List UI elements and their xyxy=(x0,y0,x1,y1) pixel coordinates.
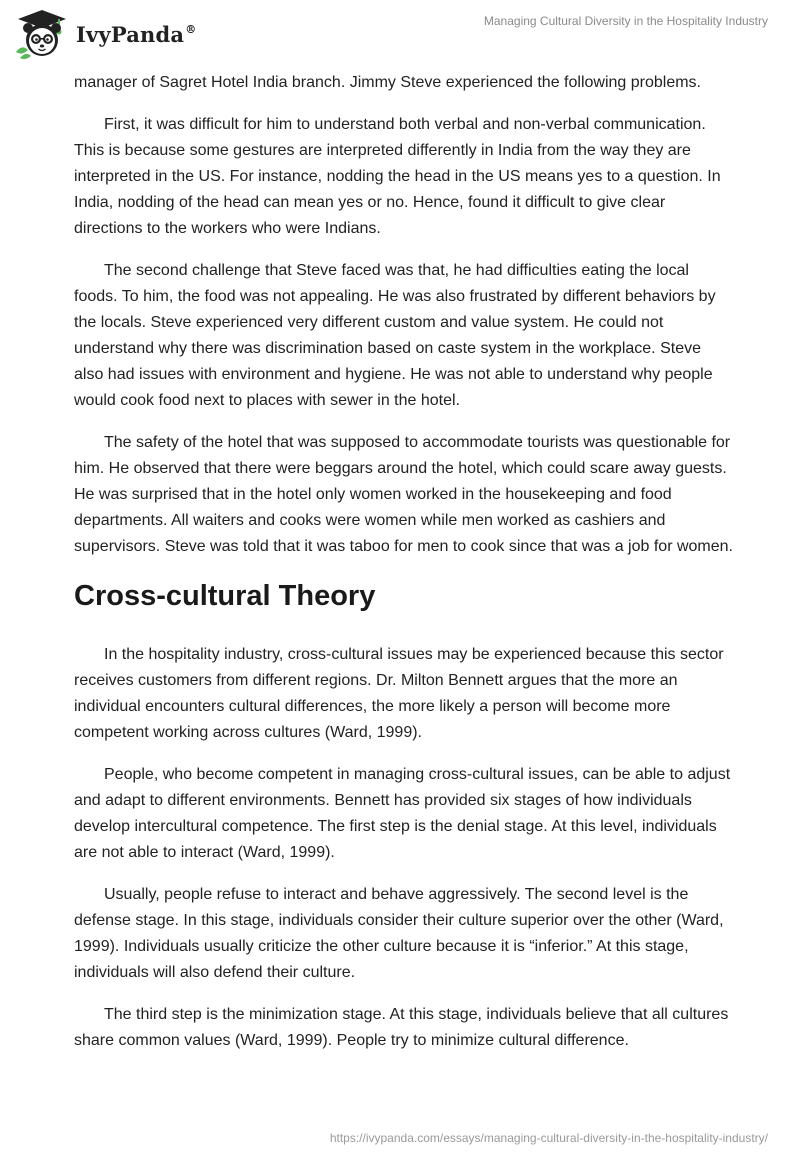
paragraph: In the hospitality industry, cross-cultural issues may be experienced because this sector receives customers from different regions. Dr. Milton Bennett argues that the more an individual encounters cultural differences, the more likely a person will become more competent working across cultures (Ward, 1999). xyxy=(74,646,724,741)
paragraph: The second challenge that Steve faced was that, he had difficulties eating the local foods. To him, the food was not appealing. He was also frustrated by different behaviors by the locals. Steve experienced very different custom and value system. He could not understand why there was discrimination based on caste system in the workplace. Steve also had issues with environment and hygiene. He was not able to understand why people would cook food next to places with sewer in the hotel. xyxy=(74,262,716,409)
paragraph: Usually, people refuse to interact and behave aggressively. The second level is the defense stage. In this stage, individuals consider their culture superior over the other (Ward, 1999). Individuals usually criticize the other culture because it is “inferior.” At this stage, individuals will also defend their culture. xyxy=(74,886,724,981)
ivypanda-logo[interactable] xyxy=(14,8,196,60)
paragraph: First, it was difficult for him to understand both verbal and non-verbal communication. This is because some gestures are interpreted differently in India from the way they are interpreted in the US. For instance, nodding the head in the US means yes to a question. In India, nodding of the head can mean yes or no. Hence, found it difficult to give clear directions to the workers who were Indians. xyxy=(74,116,721,237)
page-header xyxy=(0,0,800,70)
paragraph: The safety of the hotel that was supposed to accommodate tourists was questionable for him. He observed that there were beggars around the hotel, which could scare away guests. He was surprised that in the hotel only women worked in the housekeeping and food departments. All waiters and cooks were women while men worked as cashiers and supervisors. Steve was told that it was taboo for men to cook since that was a job for women. xyxy=(74,434,733,555)
document-title: Managing Cultural Diversity in the Hospitality Industry xyxy=(483,14,768,28)
paragraph: The third step is the minimization stage. At this stage, individuals believe that all cultures share common values (Ward, 1999). People try to minimize cultural difference. xyxy=(74,1006,729,1049)
section-heading: Cross-cultural Theory xyxy=(74,580,376,612)
brand-name: IvyPanda® xyxy=(76,21,197,47)
paragraph-lead: manager of Sagret Hotel India branch. Jimmy Steve experienced the following problems. xyxy=(74,74,701,91)
panda-graduate-icon xyxy=(14,8,70,60)
footer-url-link[interactable]: https://ivypanda.com/essays/managing-cultural-diversity-in-the-hospitality-industry/ xyxy=(329,1131,768,1145)
registered-mark: ® xyxy=(185,22,197,36)
paragraph: People, who become competent in managing cross-cultural issues, can be able to adjust and adapt to different environments. Bennett has provided six stages of how individuals develop intercultural competence. The first step is the denial stage. At this level, individuals are not able to interact (Ward, 1999). xyxy=(74,766,731,861)
essay-body xyxy=(74,70,734,1070)
